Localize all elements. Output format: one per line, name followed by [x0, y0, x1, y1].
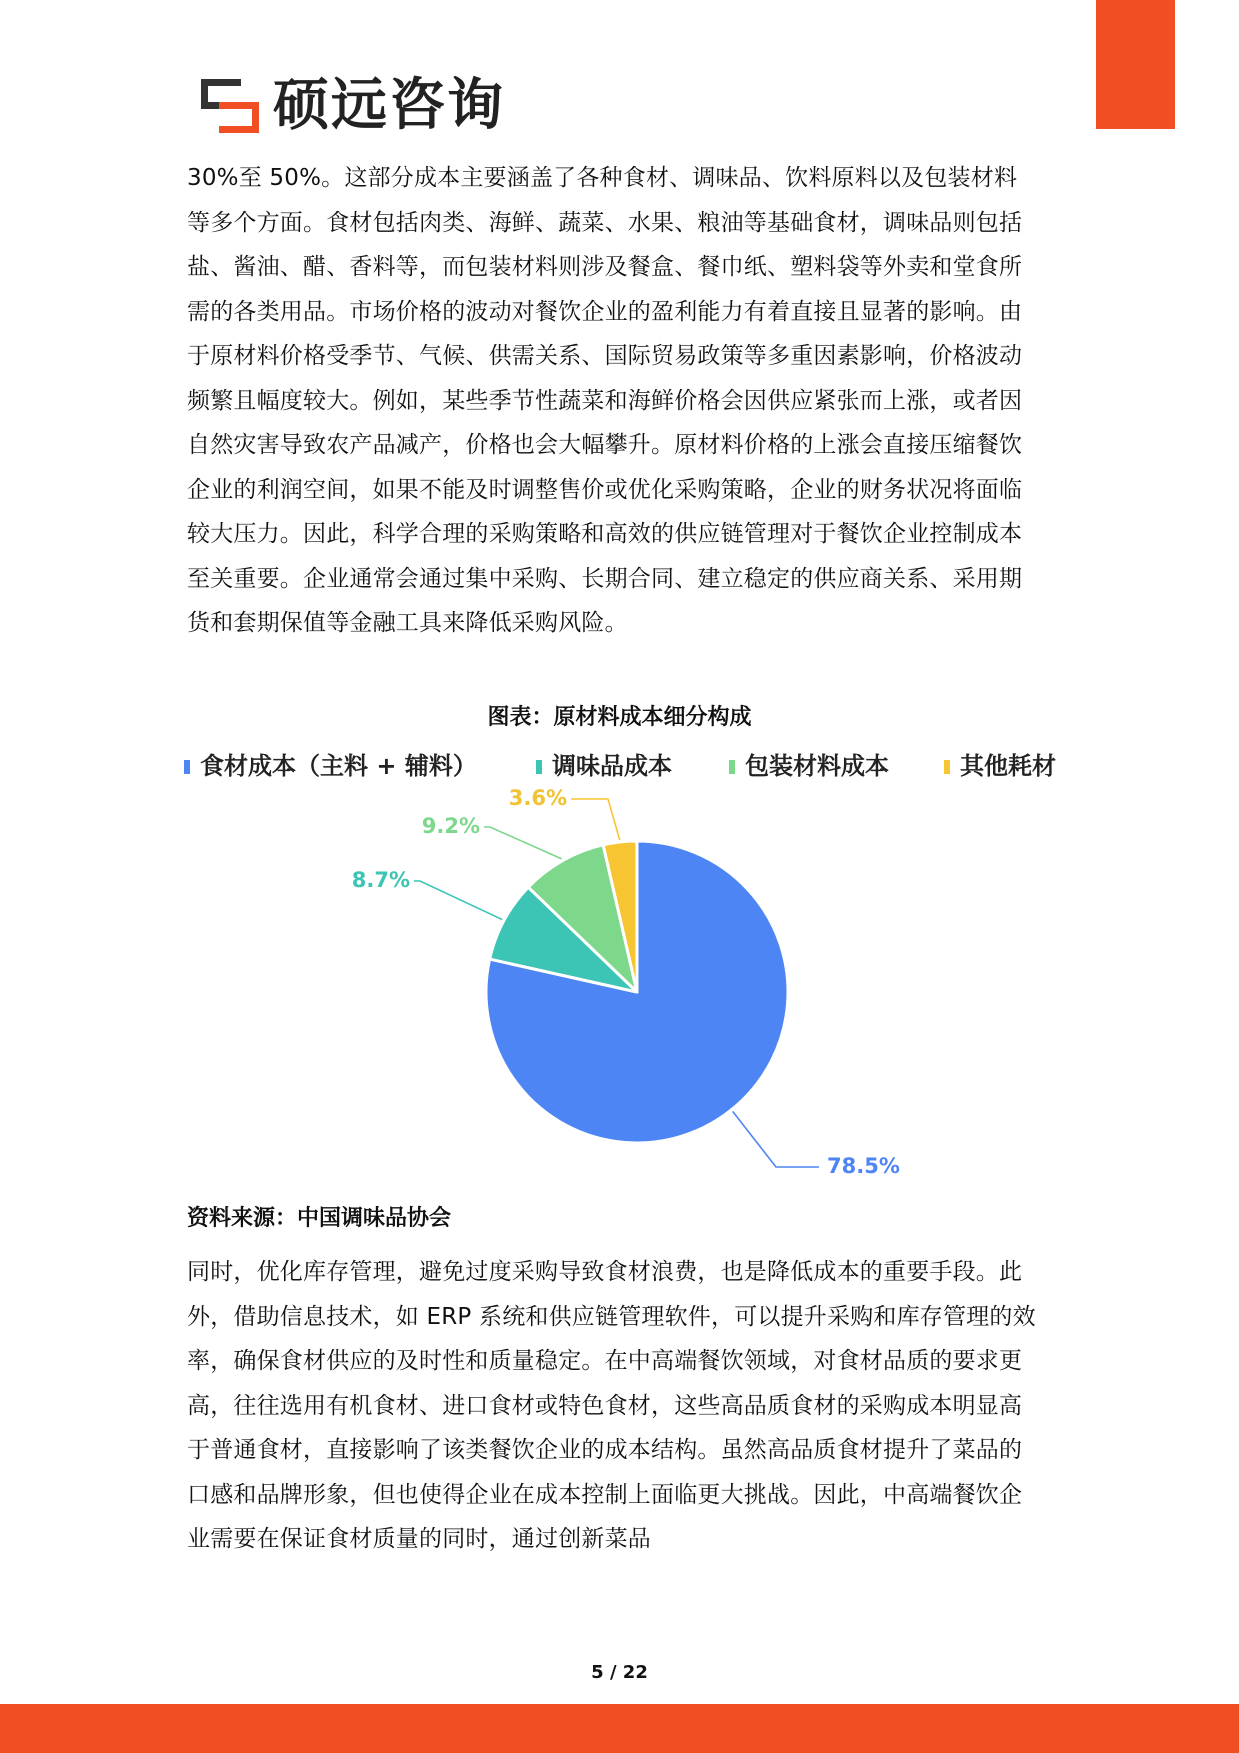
logo-mark-icon: [201, 79, 259, 133]
leader-line-3: [571, 799, 620, 840]
legend-label-3: 其他耗材: [960, 752, 1056, 780]
body-paragraph-1: 30%至 50%。这部分成本主要涵盖了各种食材、调味品、饮料原料以及包装材料等多个方面。食材包括肉类、海鲜、蔬菜、水果、粮油等基础食材，调味品则包括盐、酱油、醋、香料等，而包装材料则涉及餐盒、餐巾纸、塑料袋等外卖和堂食所需的各类用品。市场价格的波动对餐饮企业的盈利能力有着直接且显著的影响。由于原材料价格受季节、气候、供需关系、国际贸易政策等多重因素影响，价格波动频繁且幅度较大。例如，某些季节性蔬菜和海鲜价格会因供应紧张而上涨，或者因自然灾害导致农产品减产，价格也会大幅攀升。原材料价格的上涨会直接压缩餐饮企业的利润空间，如果不能及时调整售价或优化采购策略，企业的财务状况将面临较大压力。因此，科学合理的采购策略和高效的供应链管理对于餐饮企业控制成本至关重要。企业通常会通过集中采购、长期合同、建立稳定的供应商关系、采用期货和套期保值等金融工具来降低采购风险。: [187, 165, 1023, 636]
legend-swatch-0: [184, 760, 190, 774]
body-paragraph-2: 同时，优化库存管理，避免过度采购导致食材浪费，也是降低成本的重要手段。此外，借助信息技术，如 ERP 系统和供应链管理软件，可以提升采购和库存管理的效率，确保食材供应的及时性和质量稳定。在中高端餐饮领域，对食材品质的要求更高，往往选用有机食材、进口食材或特色食材，这些高品质食材的采购成本明显高于普通食材，直接影响了该类餐饮企业的成本结构。虽然高品质食材提升了菜品的口感和品牌形象，但也使得企业在成本控制上面临更大挑战。因此，中高端餐饮企业需要在保证食材质量的同时，通过创新菜品: [187, 1259, 1036, 1552]
data-label-2: 9.2%: [421, 814, 480, 838]
data-label-0: 78.5%: [827, 1154, 900, 1178]
logo-text: 硕远咨询: [273, 73, 505, 138]
leader-line-0: [733, 1111, 819, 1167]
data-label-1: 8.7%: [351, 868, 410, 892]
legend-swatch-2: [729, 760, 735, 774]
page-number: 5 / 22: [591, 1662, 648, 1683]
legend-label-2: 包装材料成本: [745, 752, 889, 780]
leader-line-1: [414, 881, 502, 920]
legend-swatch-1: [536, 760, 542, 774]
leader-line-2: [484, 827, 562, 859]
data-label-3: 3.6%: [508, 786, 567, 810]
chart-title: 图表：原材料成本细分构成: [487, 705, 752, 730]
legend-label-1: 调味品成本: [552, 752, 672, 780]
legend-label-0: 食材成本（主料 + 辅料）: [200, 752, 477, 780]
brand-logo: [201, 73, 505, 138]
pie-chart: [180, 745, 1100, 1185]
legend-swatch-3: [944, 760, 950, 774]
source-note: 资料来源：中国调味品协会: [187, 1206, 452, 1231]
corner-accent-block: [1096, 0, 1175, 129]
footer-accent-bar: [0, 1704, 1239, 1753]
